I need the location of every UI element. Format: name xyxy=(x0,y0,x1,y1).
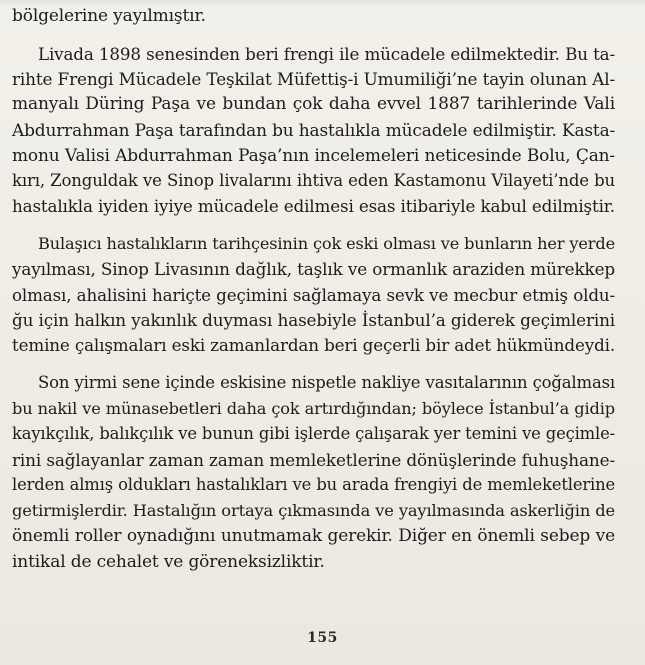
text-line: kırı, Zonguldak ve Sinop livalarını ihtiva eden Kastamonu Vilayeti’nde bu xyxy=(12,171,615,190)
text-line: kayıkçılık, balıkçılık ve bunun gibi işlerde çalışarak yer temini ve geçimle- xyxy=(12,424,615,443)
text-line: monu Valisi Abdurrahman Paşa’nın incelemeleri neticesinde Bolu, Çan- xyxy=(12,145,615,165)
text-line: temine çalışmaları eski zamanlardan beri geçerli bir adet hükmündeydi. xyxy=(12,335,616,355)
text-line: bu nakil ve münasebetleri daha çok artırdığından; böylece İstanbul’a gidip xyxy=(12,399,615,418)
text-line: olması, ahalisini hariçte geçimini sağlamaya sevk ve mecbur etmiş oldu- xyxy=(12,285,615,305)
text-line: önemli roller oynadığını unutmamak gerekir. Diğer en önemli sebep ve xyxy=(12,526,615,546)
page-number: 155 xyxy=(307,630,338,646)
text-line: rihte Frengi Mücadele Teşkilat Müfettiş-i Umumiliği’ne tayin olunan Al- xyxy=(12,69,615,89)
text-line: manyalı Düring Paşa ve bundan çok daha evvel 1887 tarihlerinde Vali xyxy=(12,94,615,114)
text-line: bölgelerine yayılmıştır. xyxy=(12,6,206,26)
text-line: intikal de cehalet ve göreneksizliktir. xyxy=(12,552,325,572)
text-line: getirmişlerdir. Hastalığın ortaya çıkmasında ve yayılmasında askerliğin de xyxy=(12,501,615,520)
text-line: lerden almış oldukları hastalıkları ve bu arada frengiyi de memleketlerine xyxy=(12,475,615,494)
text-line: Livada 1898 senesinden beri frengi ile mücadele edilmektedir. Bu ta- xyxy=(38,44,615,64)
text-line: Son yirmi sene içinde eskisine nispetle nakliye vasıtalarının çoğalması xyxy=(38,373,615,392)
text-line: rini sağlayanlar zaman zaman memleketlerine dönüşlerinde fuhuşhane- xyxy=(12,450,615,470)
text-line: Abdurrahman Paşa tarafından bu hastalıkla mücadele edilmiştir. Kasta- xyxy=(12,120,616,140)
text-line: Bulaşıcı hastalıkların tarihçesinin çok eski olması ve bunların her yerde xyxy=(38,234,615,253)
text-line: yayılması, Sinop Livasının dağlık, taşlık ve ormanlık araziden mürekkep xyxy=(12,259,615,279)
text-line: ğu için halkın yakınlık duyması hasebiyle İstanbul’a giderek geçimlerini xyxy=(12,310,615,330)
text-line: hastalıkla iyiden iyiye mücadele edilmesi esas itibariyle kabul edilmiştir. xyxy=(12,196,615,216)
